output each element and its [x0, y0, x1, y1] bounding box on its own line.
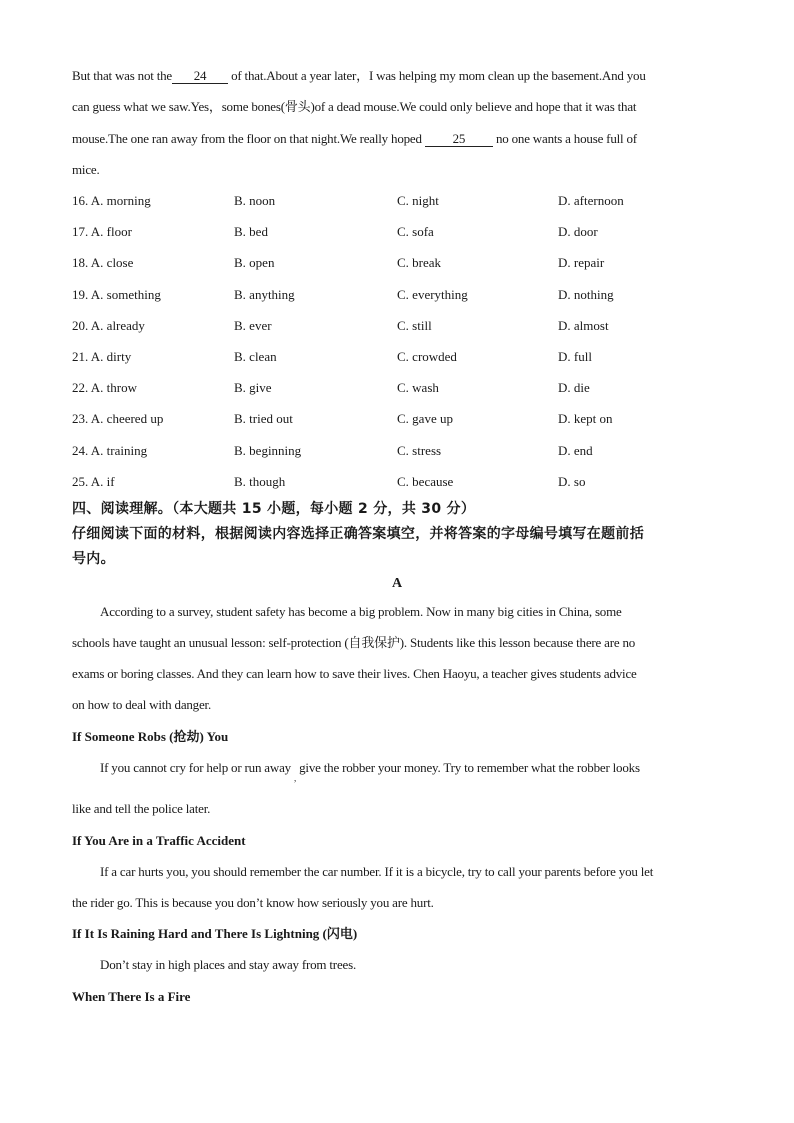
option-a: 23. A. cheered up [72, 411, 164, 426]
option-b: B. open [234, 255, 275, 270]
text: give the robber your money. Try to remember what the robber looks [299, 760, 640, 775]
option-b: B. bed [234, 224, 268, 239]
option-d: D. repair [558, 255, 605, 270]
option-a: 25. A. if [72, 474, 115, 489]
option-b: B. noon [234, 193, 276, 208]
option-b: B. give [234, 380, 272, 395]
option-b: B. beginning [234, 443, 302, 458]
text: If you cannot cry for help or run away [100, 760, 291, 775]
section-instruction-2: 号内。 [72, 551, 115, 567]
paragraph-line: Don’t stay in high places and stay away from trees. [100, 957, 356, 972]
text: But that was not the [72, 68, 172, 83]
option-d: D. so [558, 474, 586, 489]
option-d: D. full [558, 349, 592, 364]
paragraph-line: exams or boring classes. And they can learn how to save their lives. Chen Haoyu, a teacher gives students advice [72, 666, 637, 681]
option-c: C. stress [397, 443, 442, 458]
option-c: C. everything [397, 287, 468, 302]
option-a: 21. A. dirty [72, 349, 132, 364]
option-d: D. end [558, 443, 593, 458]
option-a: 17. A. floor [72, 224, 132, 239]
option-c: C. sofa [397, 224, 434, 239]
passage-label: A [391, 576, 403, 591]
paragraph-line: schools have taught an unusual lesson: self-protection (自我保护). Students like this lesson because there are no [72, 635, 636, 650]
option-c: C. crowded [397, 349, 457, 364]
option-a: 22. A. throw [72, 380, 137, 395]
option-a: 18. A. close [72, 255, 134, 270]
option-b: B. though [234, 474, 286, 489]
option-c: C. because [397, 474, 454, 489]
option-d: D. door [558, 224, 598, 239]
option-c: C. still [397, 318, 432, 333]
section-instruction-1: 仔细阅读下面的材料，根据阅读内容选择正确答案填空，并将答案的字母编号填写在题前括 [72, 526, 644, 542]
option-b: B. ever [234, 318, 272, 333]
blank-24: 24 [172, 69, 228, 84]
text: mouse.The one ran away from the floor on that night.We really hoped [72, 131, 422, 146]
passage-line-2: can guess what we saw.Yes，some bones(骨头)of a dead mouse.We could only believe and hope that it was that [72, 99, 637, 114]
option-c: C. gave up [397, 411, 453, 426]
subheading-robbery: If Someone Robs (抢劫) You [72, 729, 229, 744]
option-b: B. clean [234, 349, 277, 364]
passage-line-4: mice. [72, 162, 100, 177]
passage-line-3 [72, 131, 637, 147]
passage-line-1 [72, 68, 646, 84]
option-d: D. nothing [558, 287, 614, 302]
option-d: D. kept on [558, 411, 613, 426]
option-b: B. tried out [234, 411, 293, 426]
subheading-lightning: If It Is Raining Hard and There Is Lightning (闪电) [72, 926, 358, 941]
stray-mark: , [294, 773, 297, 783]
paragraph-line: If a car hurts you, you should remember the car number. If it is a bicycle, try to call your parents before you let [100, 864, 654, 879]
subheading-fire: When There Is a Fire [72, 989, 191, 1004]
paragraph-line: According to a survey, student safety has become a big problem. Now in many big cities in China, some [100, 604, 622, 619]
option-a: 20. A. already [72, 318, 145, 333]
subheading-traffic-accident: If You Are in a Traffic Accident [72, 833, 246, 848]
option-c: C. night [397, 193, 439, 208]
option-d: D. almost [558, 318, 609, 333]
paragraph-line: the rider go. This is because you don’t know how seriously you are hurt. [72, 895, 434, 910]
option-a: 16. A. morning [72, 193, 151, 208]
option-b: B. anything [234, 287, 295, 302]
paragraph-line: like and tell the police later. [72, 801, 211, 816]
paragraph-line [100, 760, 640, 783]
option-d: D. die [558, 380, 590, 395]
blank-25: 25 [425, 132, 493, 147]
paragraph-line: on how to deal with danger. [72, 697, 212, 712]
option-a: 19. A. something [72, 287, 161, 302]
option-a: 24. A. training [72, 443, 148, 458]
text: no one wants a house full of [495, 131, 637, 146]
option-d: D. afternoon [558, 193, 624, 208]
option-c: C. break [397, 255, 442, 270]
option-c: C. wash [397, 380, 439, 395]
text: of that.About a year later，I was helping my mom clean up the basement.And you [231, 68, 646, 83]
section-title: 四、阅读理解。（本大题共 15 小题，每小题 2 分，共 30 分） [72, 501, 476, 517]
